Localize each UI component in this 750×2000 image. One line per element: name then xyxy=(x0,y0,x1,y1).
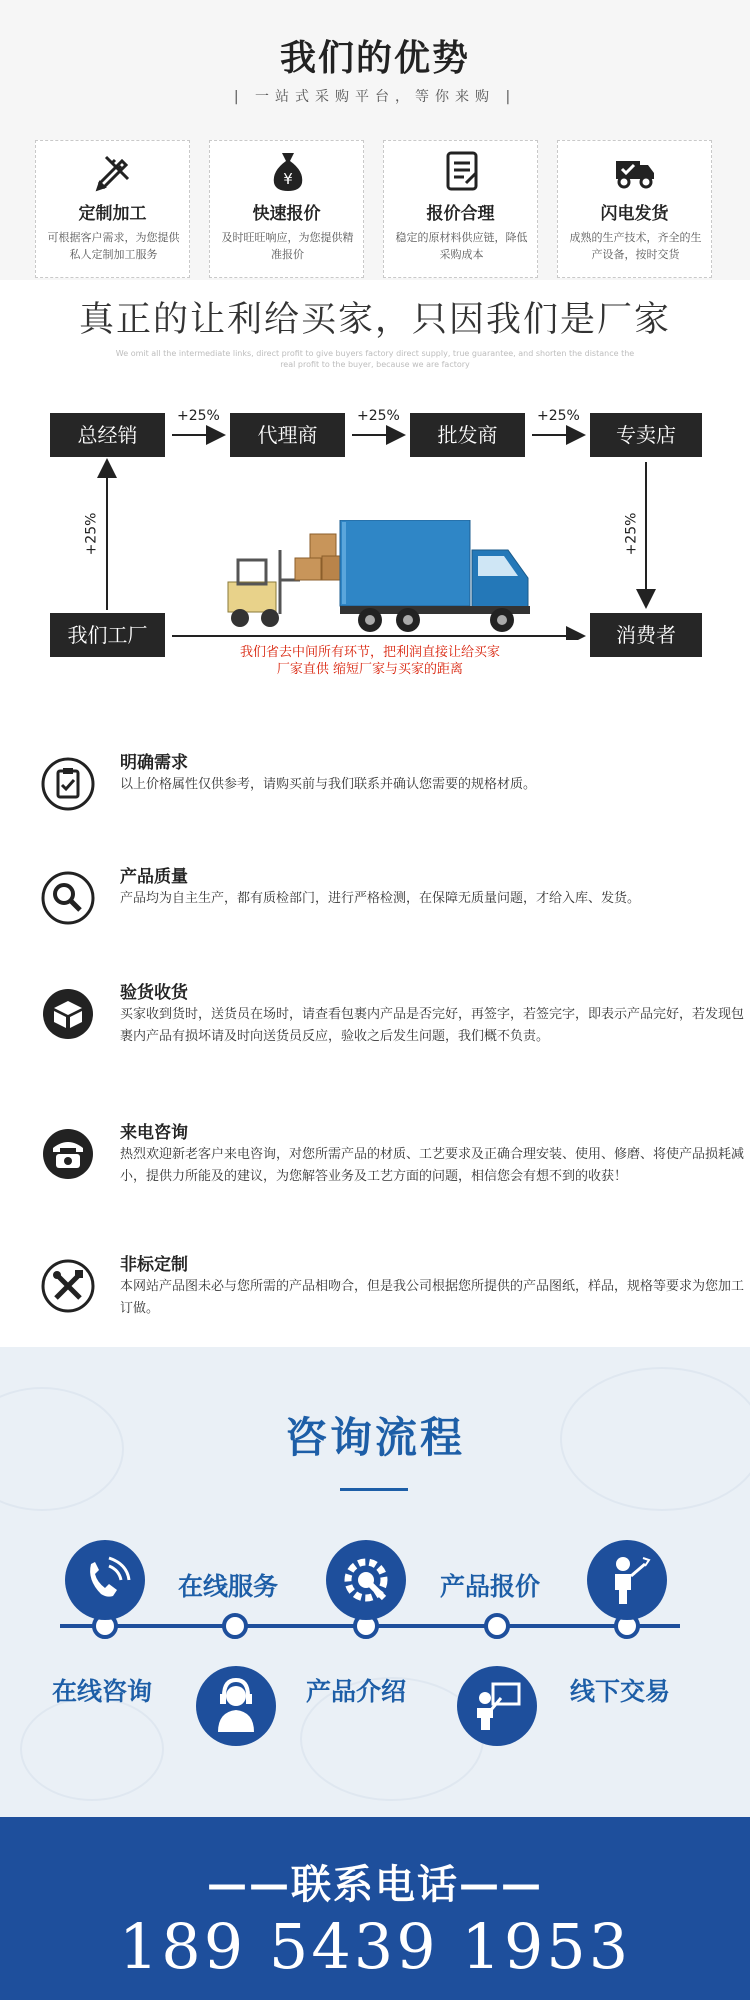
feature-title: 产品质量 xyxy=(120,867,188,887)
customer-service-icon xyxy=(196,1666,276,1746)
money-bag-icon xyxy=(266,149,310,193)
feature-desc: 以上价格属性仅供参考，请购买前与我们联系并确认您需要的规格材质。 xyxy=(120,777,537,792)
truck-forklift-illustration xyxy=(210,520,540,640)
advantage-desc: 可根据客户需求，为您提供私人定制加工服务 xyxy=(47,231,180,261)
contact-phone-number[interactable]: 189 5439 1953 xyxy=(118,1910,632,1983)
feature-title: 明确需求 xyxy=(120,753,188,773)
direct-supply-note xyxy=(200,644,540,678)
presenter-icon xyxy=(587,1540,667,1620)
phone-signal-icon xyxy=(65,1540,145,1620)
node-distributor: 总经销 xyxy=(50,413,165,457)
feature-title: 验货收货 xyxy=(120,983,188,1003)
advantage-title: 报价合理 xyxy=(426,204,495,224)
step-label-online-service: 在线服务 xyxy=(178,1572,279,1601)
step-label-online-consult: 在线咨询 xyxy=(52,1677,153,1706)
advantage-card-quote xyxy=(209,140,364,278)
background-texture xyxy=(20,1697,164,1801)
pencil-ruler-icon xyxy=(92,149,136,193)
node-store: 专卖店 xyxy=(590,413,702,457)
feature-desc: 热烈欢迎新老客户来电咨询，对您所需产品的材质、工艺要求及正确合理安装、使用、修磨、将使产品损耗减小，提供力所能及的建议，为您解答业务及工艺方面的问题，相信您会有想不到的收获！ xyxy=(120,1147,745,1184)
markup-label: +25% xyxy=(537,408,580,424)
step-label-quotation: 产品报价 xyxy=(440,1572,541,1601)
advantage-card-price xyxy=(383,140,538,278)
advantages-subtitle: | 一站式采购平台，等你来购 | xyxy=(233,89,517,105)
magnifier-icon xyxy=(40,870,96,926)
clipboard-icon xyxy=(40,756,96,812)
process-title-underline xyxy=(340,1488,408,1491)
tools-icon xyxy=(40,1258,96,1314)
step-icon-online-consult xyxy=(65,1540,145,1620)
advantages-title: 我们的优势 xyxy=(279,38,470,79)
advantage-card-custom xyxy=(35,140,190,278)
telephone-icon xyxy=(40,1126,96,1182)
feature-desc: 买家收到货时，送货员在场时，请查看包裹内产品是否完好，再签字，若签完字，即表示产品完好，若发现包裹内产品有损坏请及时向送货员反应，验收之后发生问题，我们概不负责。 xyxy=(120,1007,745,1044)
step-icon-quotation xyxy=(457,1666,537,1746)
advantage-desc: 成熟的生产技术，齐全的生产设备，按时交货 xyxy=(569,231,702,261)
advantage-desc: 及时旺旺响应，为您提供精准报价 xyxy=(221,231,354,261)
feature-desc: 本网站产品图未必与您所需的产品相吻合，但是我公司根据您所提供的产品图纸，样品，规格等要求为您加工订做。 xyxy=(120,1279,745,1316)
markup-label: +25% xyxy=(357,408,400,424)
feature-title: 非标定制 xyxy=(120,1255,188,1275)
svg-text:¥: ¥ xyxy=(283,170,293,188)
node-agent: 代理商 xyxy=(230,413,345,457)
node-consumer: 消费者 xyxy=(590,613,702,657)
factory-slogan-english: We omit all the intermediate links, direct profit to give buyers factory direct supply, true guarantee, and shorten the distance the real profit to the buyer, because we are factory xyxy=(115,349,635,369)
direct-supply-note-line1: 我们省去中间所有环节，把利润直接让给买家 xyxy=(239,645,500,660)
step-icon-offline-trade xyxy=(587,1540,667,1620)
node-wholesaler: 批发商 xyxy=(410,413,525,457)
package-icon xyxy=(40,986,96,1042)
step-label-product-intro: 产品介绍 xyxy=(306,1677,407,1706)
presentation-board-icon xyxy=(457,1666,537,1746)
advantage-card-shipping xyxy=(557,140,712,278)
step-icon-online-service xyxy=(196,1666,276,1746)
step-label-offline-trade: 线下交易 xyxy=(570,1677,671,1706)
process-title: 咨询流程 xyxy=(284,1413,465,1462)
advantage-desc: 稳定的原材料供应链，降低采购成本 xyxy=(395,231,528,261)
delivery-truck-icon xyxy=(614,149,658,193)
markup-label: +25% xyxy=(623,512,640,556)
markup-label: +25% xyxy=(177,408,220,424)
advantage-title: 闪电发货 xyxy=(600,204,669,224)
step-icon-product-intro xyxy=(326,1540,406,1620)
feature-desc: 产品均为自主生产，都有质检部门，进行严格检测，在保障无质量问题，才给入库、发货。 xyxy=(120,891,641,906)
node-factory: 我们工厂 xyxy=(50,613,165,657)
factory-slogan: 真正的让利给买家，只因我们是厂家 xyxy=(78,300,671,340)
gear-wrench-icon xyxy=(326,1540,406,1620)
markup-label: +25% xyxy=(83,512,100,556)
feature-title: 来电咨询 xyxy=(120,1123,188,1143)
advantage-title: 快速报价 xyxy=(252,204,321,224)
advantage-title: 定制加工 xyxy=(78,204,147,224)
document-icon xyxy=(440,149,484,193)
direct-supply-note-line2: 厂家直供 缩短厂家与买家的距离 xyxy=(276,662,464,677)
contact-label: ——联系电话—— xyxy=(207,1862,543,1908)
